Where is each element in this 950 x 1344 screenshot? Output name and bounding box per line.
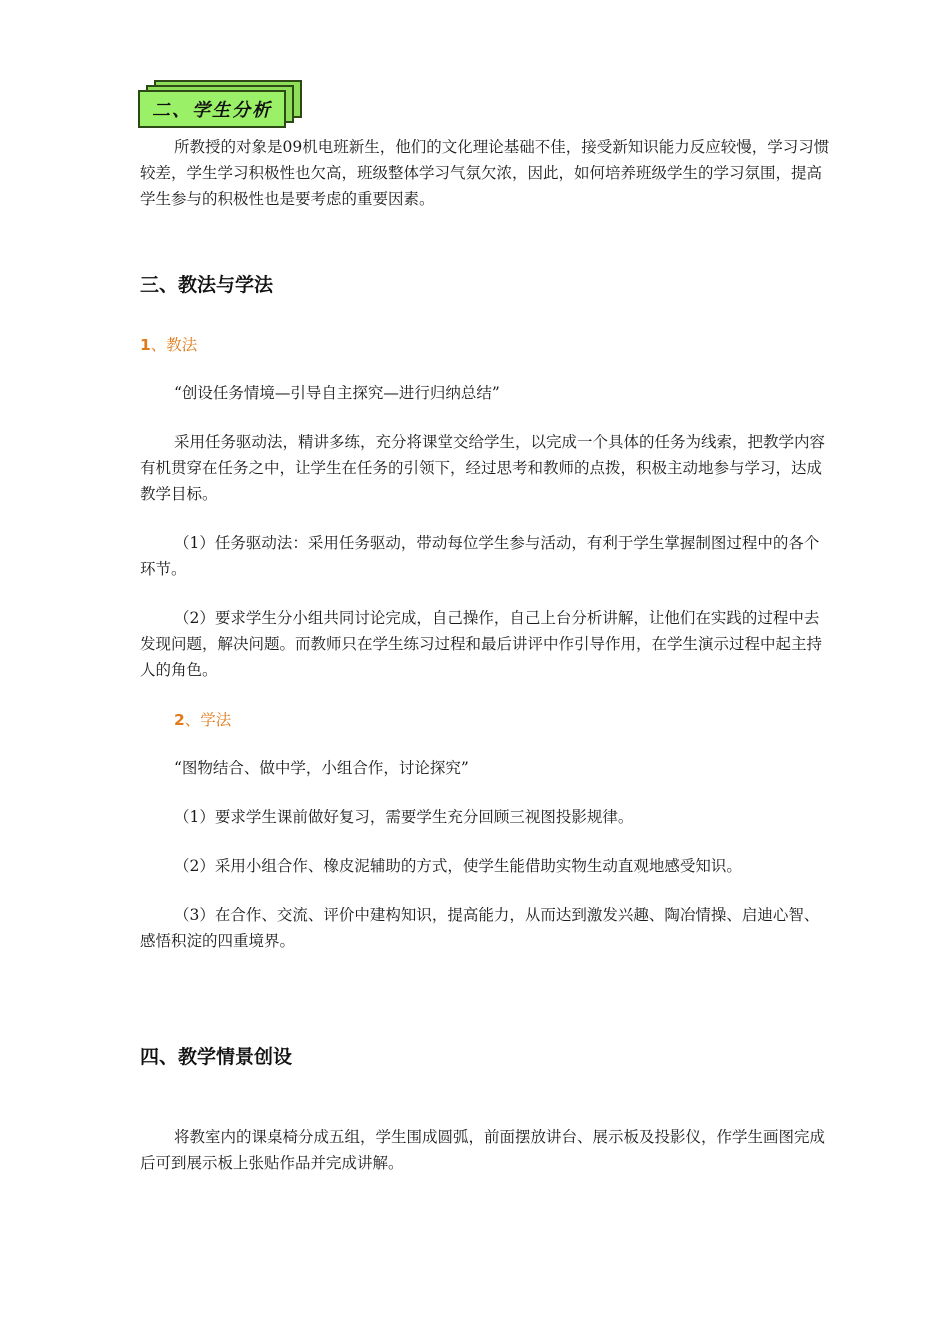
teaching-method-number: 1: [140, 336, 151, 354]
teaching-method-heading: [140, 333, 197, 355]
learning-method-heading: [174, 708, 231, 730]
learning-method-number: 2: [174, 711, 185, 729]
classroom-setup-paragraph: 将教室内的课桌椅分成五组，学生围成圆弧，前面摆放讲台、展示板及投影仪，作学生画图完成后可到展示板上张贴作品并完成讲解。: [140, 1128, 826, 1172]
learning-paragraph-3: （3）在合作、交流、评价中建构知识，提高能力，从而达到激发兴趣、陶冶情操、启迪心智、感悟积淀的四重境界。: [140, 906, 820, 950]
banner-title: 二、学生分析: [152, 100, 272, 121]
teaching-paragraph-1: 采用任务驱动法，精讲多练，充分将课堂交给学生，以完成一个具体的任务为线索，把教学内容有机贯穿在任务之中，让学生在任务的引领下，经过思考和教师的点拨，积极主动地参与学习，达成教学目标。: [140, 433, 826, 503]
student-analysis-paragraph: 所教授的对象是09机电班新生，他们的文化理论基础不佳，接受新知识能力反应较慢，学习习惯较差，学生学习积极性也欠高，班级整体学习气氛欠浓，因此，如何培养班级学生的学习氛围，提高学生参与的积极性也是要考虑的重要因素。: [140, 138, 830, 208]
learning-motto: “图物结合、做中学，小组合作，讨论探究”: [174, 759, 469, 777]
section3-title: 三、教法与学法: [140, 274, 274, 296]
teaching-paragraph-3: （2）要求学生分小组共同讨论完成，自己操作，自己上台分析讲解，让他们在实践的过程中去发现问题，解决问题。而教师只在学生练习过程和最后讲评中作引导作用，在学生演示过程中起主持人的角色。: [140, 609, 823, 679]
teaching-paragraph-2: （1）任务驱动法：采用任务驱动，带动每位学生参与活动，有利于学生掌握制图过程中的各个环节。: [140, 534, 820, 578]
section-banner: [138, 76, 306, 132]
teaching-method-label: 、教法: [150, 336, 198, 354]
section4-title: 四、教学情景创设: [140, 1046, 293, 1068]
learning-paragraph-2: （2）采用小组合作、橡皮泥辅助的方式，使学生能借助实物生动直观地感受知识。: [174, 857, 742, 875]
learning-paragraph-1: （1）要求学生课前做好复习，需要学生充分回顾三视图投影规律。: [174, 808, 634, 826]
learning-method-label: 、学法: [184, 711, 232, 729]
teaching-motto: “创设任务情境—引导自主探究—进行归纳总结”: [174, 384, 500, 402]
banner-card-front: [138, 90, 286, 128]
